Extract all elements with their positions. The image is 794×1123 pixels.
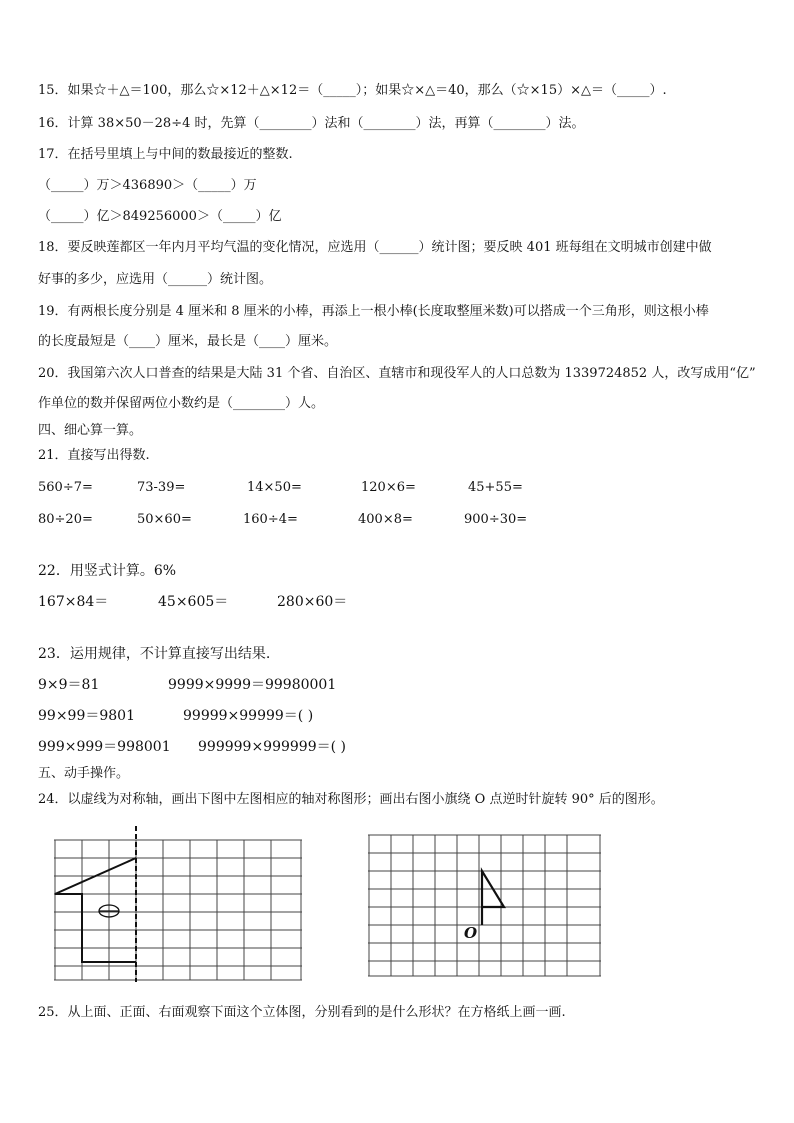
pattern-item: 9×9＝81 bbox=[38, 677, 100, 693]
calc-item: 73-39= bbox=[137, 480, 186, 495]
calc-item: 400×8= bbox=[358, 512, 413, 527]
rotation-grid bbox=[368, 834, 604, 980]
question-17-line-1: （_____）万＞436890＞（_____）万 bbox=[38, 178, 257, 193]
question-20-line-1: 20．我国第六次人口普查的结果是大陆 31 个省、自治区、直辖市和现役军人的人口总数为 1339724852 人，改写成用“亿” bbox=[38, 366, 756, 381]
section-heading-4: 四、细心算一算。 bbox=[38, 423, 143, 438]
symmetry-shape bbox=[55, 858, 136, 962]
pattern-item: 999×999＝998001 bbox=[38, 739, 171, 755]
question-17-title: 17．在括号里填上与中间的数最接近的整数. bbox=[38, 147, 293, 162]
question-21-title: 21．直接写出得数. bbox=[38, 448, 150, 463]
rotation-point-label: O bbox=[464, 924, 478, 942]
question-15: 15．如果☆＋△＝100，那么☆×12＋△×12＝（_____）；如果☆×△＝40，那么（☆×15）×△＝（_____）. bbox=[38, 83, 667, 98]
vertical-calc-item: 167×84＝ bbox=[38, 594, 109, 610]
question-19-line-1: 19．有两根长度分别是 4 厘米和 8 厘米的小棒，再添上一根小棒(长度取整厘米数)可以搭成一个三角形，则这根小棒 bbox=[38, 304, 709, 319]
calc-item: 120×6= bbox=[361, 480, 416, 495]
question-25: 25．从上面、正面、右面观察下面这个立体图，分别看到的是什么形状？在方格纸上画一画. bbox=[38, 1005, 566, 1020]
calc-item: 160÷4= bbox=[243, 512, 298, 527]
question-22-title: 22．用竖式计算。6% bbox=[38, 563, 177, 579]
question-18-line-1: 18．要反映莲都区一年内月平均气温的变化情况，应选用（______）统计图；要反映 401 班每组在文明城市创建中做 bbox=[38, 240, 712, 255]
question-20-line-2: 作单位的数并保留两位小数约是（________）人。 bbox=[38, 396, 325, 411]
calc-item: 14×50= bbox=[247, 480, 302, 495]
vertical-calc-item: 45×605＝ bbox=[158, 594, 229, 610]
question-16: 16．计算 38×50－28÷4 时，先算（________）法和（________）法，再算（________）法。 bbox=[38, 116, 585, 131]
calc-item: 560÷7= bbox=[38, 480, 93, 495]
calc-item: 50×60= bbox=[137, 512, 192, 527]
symmetry-grid bbox=[54, 826, 304, 982]
pattern-item: 9999×9999＝99980001 bbox=[168, 677, 337, 693]
question-23-title: 23．运用规律，不计算直接写出结果. bbox=[38, 646, 271, 662]
pattern-item: 99×99＝9801 bbox=[38, 708, 135, 724]
section-heading-5: 五、动手操作。 bbox=[38, 766, 130, 781]
question-19-line-2: 的长度最短是（____）厘米，最长是（____）厘米。 bbox=[38, 334, 338, 349]
calc-item: 45+55= bbox=[468, 480, 523, 495]
question-18-line-2: 好事的多少，应选用（______）统计图。 bbox=[38, 272, 273, 287]
calc-item: 900÷30= bbox=[464, 512, 528, 527]
pattern-item: 999999×999999＝( ) bbox=[198, 739, 346, 755]
pattern-item: 99999×99999＝( ) bbox=[183, 708, 314, 724]
vertical-calc-item: 280×60＝ bbox=[277, 594, 348, 610]
question-17-line-2: （_____）亿＞849256000＞（_____）亿 bbox=[38, 209, 282, 224]
question-24: 24．以虚线为对称轴，画出下图中左图相应的轴对称图形；画出右图小旗绕 O 点逆时针旋转 90° 后的图形。 bbox=[38, 792, 664, 807]
calc-item: 80÷20= bbox=[38, 512, 93, 527]
